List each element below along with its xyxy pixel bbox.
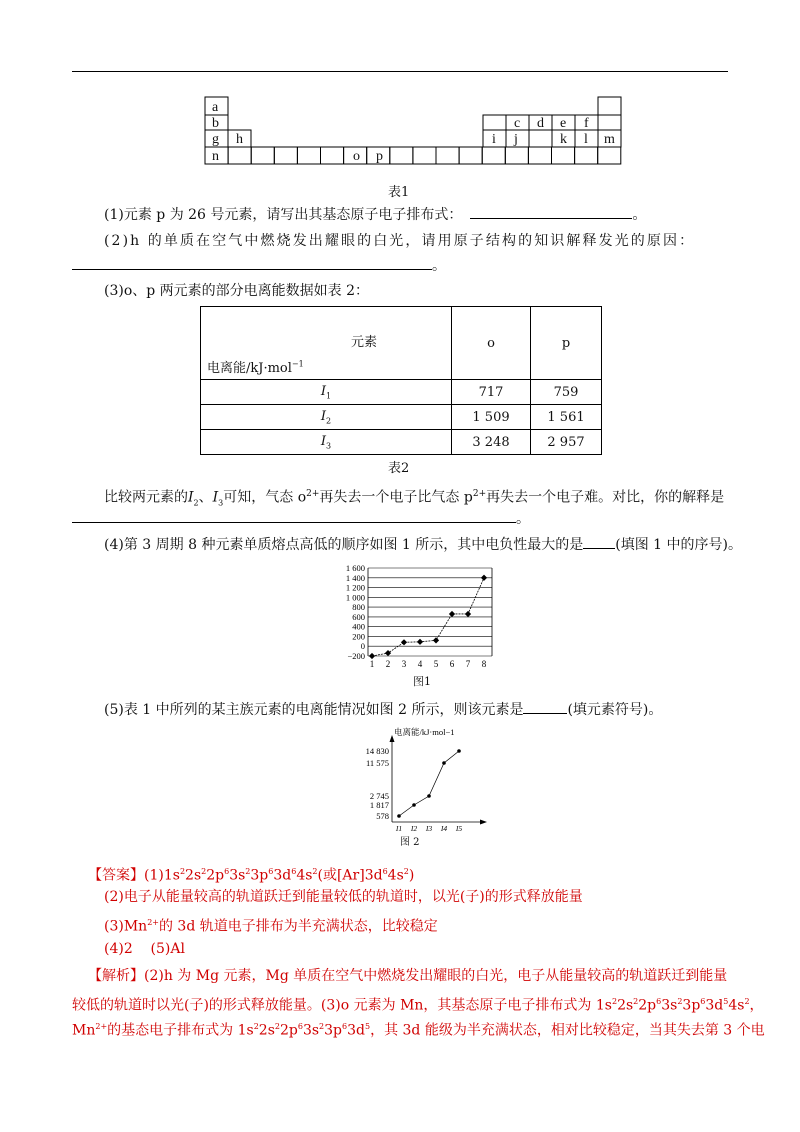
pt-label: j bbox=[514, 132, 518, 147]
q1-end: 。 bbox=[632, 207, 647, 223]
pt-label: k bbox=[560, 132, 567, 147]
q1-text: (1)元素 p 为 26 号元素，请写出其基态原子电子排布式： bbox=[104, 207, 463, 223]
pt-label: i bbox=[492, 132, 496, 147]
pt-label: o bbox=[353, 149, 360, 164]
pt-label: f bbox=[584, 116, 589, 131]
x-tick-label: 5 bbox=[433, 659, 439, 669]
y-tick-label: 14 830 bbox=[365, 746, 389, 756]
pt-label: e bbox=[560, 116, 567, 131]
answer-line-4: (4)2 (5)Al bbox=[104, 941, 185, 957]
q4-text: (4)第 3 周期 8 种元素单质熔点高低的顺序如图 1 所示，其中电负性最大的是 bbox=[104, 537, 584, 553]
data-point bbox=[449, 611, 455, 617]
answer-tag: 【答案】 bbox=[88, 867, 144, 884]
answer-line-3: $(3)Mn^{2+}$的 3d 轨道电子排布为半充满状态，比较稳定 bbox=[104, 918, 438, 935]
y-axis-title: 电离能/kJ·mol−1 bbox=[394, 727, 455, 737]
pt-cell bbox=[390, 147, 413, 164]
figure-1-chart bbox=[330, 560, 500, 688]
header-energy-label: 电离能/kJ·mol$^{-1}$ bbox=[207, 359, 304, 376]
table-row: $I_3$ 3 248 2 957 bbox=[201, 430, 602, 455]
table-row: $I_2$ 1 509 1 561 bbox=[201, 405, 602, 430]
pt-label: c bbox=[514, 116, 521, 131]
pt-label: b bbox=[212, 116, 219, 131]
data-point bbox=[481, 575, 487, 581]
x-tick-label: 7 bbox=[465, 659, 471, 669]
x-axis-arrow bbox=[480, 820, 487, 825]
table1-caption: 表1 bbox=[388, 185, 410, 200]
header-diagonal-cell bbox=[201, 307, 452, 380]
question-3-line: 。 bbox=[72, 509, 697, 529]
table2-caption: 表2 bbox=[388, 461, 410, 476]
pt-cell bbox=[251, 147, 274, 164]
fig1-caption: 图1 bbox=[413, 675, 431, 688]
fig2-caption: 图 2 bbox=[400, 837, 420, 848]
figure-2-chart bbox=[340, 726, 490, 831]
question-2 bbox=[104, 231, 729, 251]
y-tick-label: 600 bbox=[352, 611, 365, 622]
x-tick-label: 6 bbox=[449, 659, 455, 669]
y-tick-label: 2 745 bbox=[369, 791, 389, 801]
pt-cell bbox=[575, 147, 598, 164]
col-p-header: p bbox=[531, 307, 602, 380]
analysis-tag: 【解析】 bbox=[88, 968, 144, 984]
pt-cell bbox=[459, 147, 482, 164]
data-point bbox=[397, 814, 401, 818]
y-tick-label: 0 bbox=[360, 641, 365, 652]
y-tick-label: 800 bbox=[352, 602, 365, 613]
periodic-table bbox=[200, 96, 630, 168]
data-point bbox=[401, 639, 407, 645]
q2-text: (2)h 的单质在空气中燃烧发出耀眼的白光，请用原子结构的知识解释发光的原因： bbox=[104, 233, 696, 249]
x-tick-label: I4 bbox=[440, 824, 448, 831]
header-rule bbox=[72, 71, 728, 72]
pt-cell bbox=[321, 147, 344, 164]
header-element-label: 元素 bbox=[351, 335, 378, 350]
q3-text: (3)o、p 两元素的部分电离能数据如表 2： bbox=[104, 283, 370, 299]
x-tick-label: I2 bbox=[410, 824, 418, 831]
q2-end: 。 bbox=[432, 258, 446, 274]
data-point bbox=[412, 803, 416, 807]
x-tick-label: I3 bbox=[425, 824, 433, 831]
series-line bbox=[399, 751, 459, 816]
pt-cell bbox=[297, 147, 320, 164]
y-tick-label: 200 bbox=[352, 631, 365, 642]
answer-line-2: (2)电子从能量较高的轨道跃迁到能量较低的轨道时，以光(子)的形式释放能量 bbox=[104, 889, 583, 905]
pt-cell bbox=[274, 147, 297, 164]
pt-label: a bbox=[212, 100, 219, 115]
pt-cell bbox=[482, 147, 505, 164]
y-tick-label: 1 817 bbox=[369, 800, 389, 810]
pt-cell bbox=[413, 147, 436, 164]
table-row: $I_1$ 717 759 bbox=[201, 380, 602, 405]
y-tick-label: 1 200 bbox=[345, 582, 365, 593]
pt-label: p bbox=[376, 149, 383, 164]
x-tick-label: 2 bbox=[385, 659, 391, 669]
pt-cell bbox=[228, 147, 251, 164]
answer-line-1: 【答案】$(1)1s^22s^22p^63s^23p^63d^64s^2$(或$[Ar]3d^64s^2$) bbox=[88, 867, 415, 884]
q3-answer-blank[interactable] bbox=[72, 522, 516, 523]
pt-label: g bbox=[212, 132, 219, 147]
y-tick-label: 1 400 bbox=[345, 572, 365, 583]
pt-label: m bbox=[604, 132, 615, 147]
data-point bbox=[427, 794, 431, 798]
x-tick-label: I5 bbox=[455, 824, 463, 831]
question-5 bbox=[104, 700, 729, 720]
col-o-header: o bbox=[452, 307, 531, 380]
pt-cell bbox=[552, 147, 575, 164]
x-tick-label: 3 bbox=[401, 659, 407, 669]
data-point bbox=[442, 761, 446, 765]
data-point bbox=[465, 611, 471, 617]
pt-cell bbox=[528, 147, 551, 164]
x-tick-label: I1 bbox=[395, 824, 403, 831]
pt-label: d bbox=[537, 116, 544, 131]
y-tick-label: 1 000 bbox=[345, 592, 365, 603]
pt-label: l bbox=[584, 132, 588, 147]
y-tick-label: 1 600 bbox=[345, 563, 365, 573]
q4-answer-blank[interactable] bbox=[583, 548, 615, 549]
y-tick-label: 400 bbox=[352, 621, 365, 632]
data-point bbox=[385, 650, 391, 656]
question-2-line bbox=[72, 256, 697, 276]
data-point bbox=[417, 639, 423, 645]
question-3-followup: 比较两元素的$I_2$、$I_3$可知，气态 $o^{2+}$再失去一个电子比气态 $p^{2+}$再失去一个电子难。对比，你的解释是 bbox=[104, 489, 725, 508]
question-1 bbox=[104, 205, 729, 225]
data-point bbox=[433, 637, 439, 643]
q2-answer-blank[interactable] bbox=[72, 269, 432, 270]
pt-label: n bbox=[212, 149, 219, 164]
pt-cell bbox=[436, 147, 459, 164]
x-tick-label: 4 bbox=[417, 659, 423, 669]
question-3 bbox=[104, 281, 729, 301]
table-header-row bbox=[201, 307, 602, 380]
pt-cell bbox=[505, 147, 528, 164]
pt-cell bbox=[598, 147, 621, 164]
x-tick-label: 8 bbox=[481, 659, 487, 669]
question-4 bbox=[104, 535, 742, 555]
pt-cell bbox=[529, 130, 552, 147]
analysis-line-3: $Mn^{2+}$的基态电子排布式为 $1s^22s^22p^63s^23p^63d^5$，其 3d 能级为半充满状态，相对比较稳定，当其失去第 3 个电 bbox=[72, 1022, 765, 1039]
q5-end: (填元素符号)。 bbox=[567, 702, 663, 718]
data-point bbox=[457, 749, 461, 753]
y-tick-label: 578 bbox=[376, 811, 389, 821]
q5-text: (5)表 1 中所列的某主族元素的电离能情况如图 2 所示，则该元素是 bbox=[104, 702, 524, 718]
y-tick-label: −200 bbox=[347, 651, 365, 661]
y-tick-label: 11 575 bbox=[365, 758, 389, 768]
analysis-line-2: 较低的轨道时以光(子)的形式释放能量。(3)o 元素为 Mn，其基态原子电子排布式为 $1s^22s^22p^63s^23p^63d^54s^2$， bbox=[72, 997, 764, 1014]
q5-answer-blank[interactable] bbox=[523, 713, 567, 714]
pt-label: h bbox=[236, 132, 243, 147]
q1-answer-blank[interactable] bbox=[470, 218, 632, 219]
analysis-line-1: 【解析】(2)h 为 Mg 元素，Mg 单质在空气中燃烧发出耀眼的白光，电子从能量较高的轨道跃迁到能量 bbox=[88, 968, 728, 984]
q4-end: (填图 1 中的序号)。 bbox=[615, 537, 742, 553]
ionization-table bbox=[200, 306, 602, 455]
x-tick-label: 1 bbox=[369, 659, 375, 669]
